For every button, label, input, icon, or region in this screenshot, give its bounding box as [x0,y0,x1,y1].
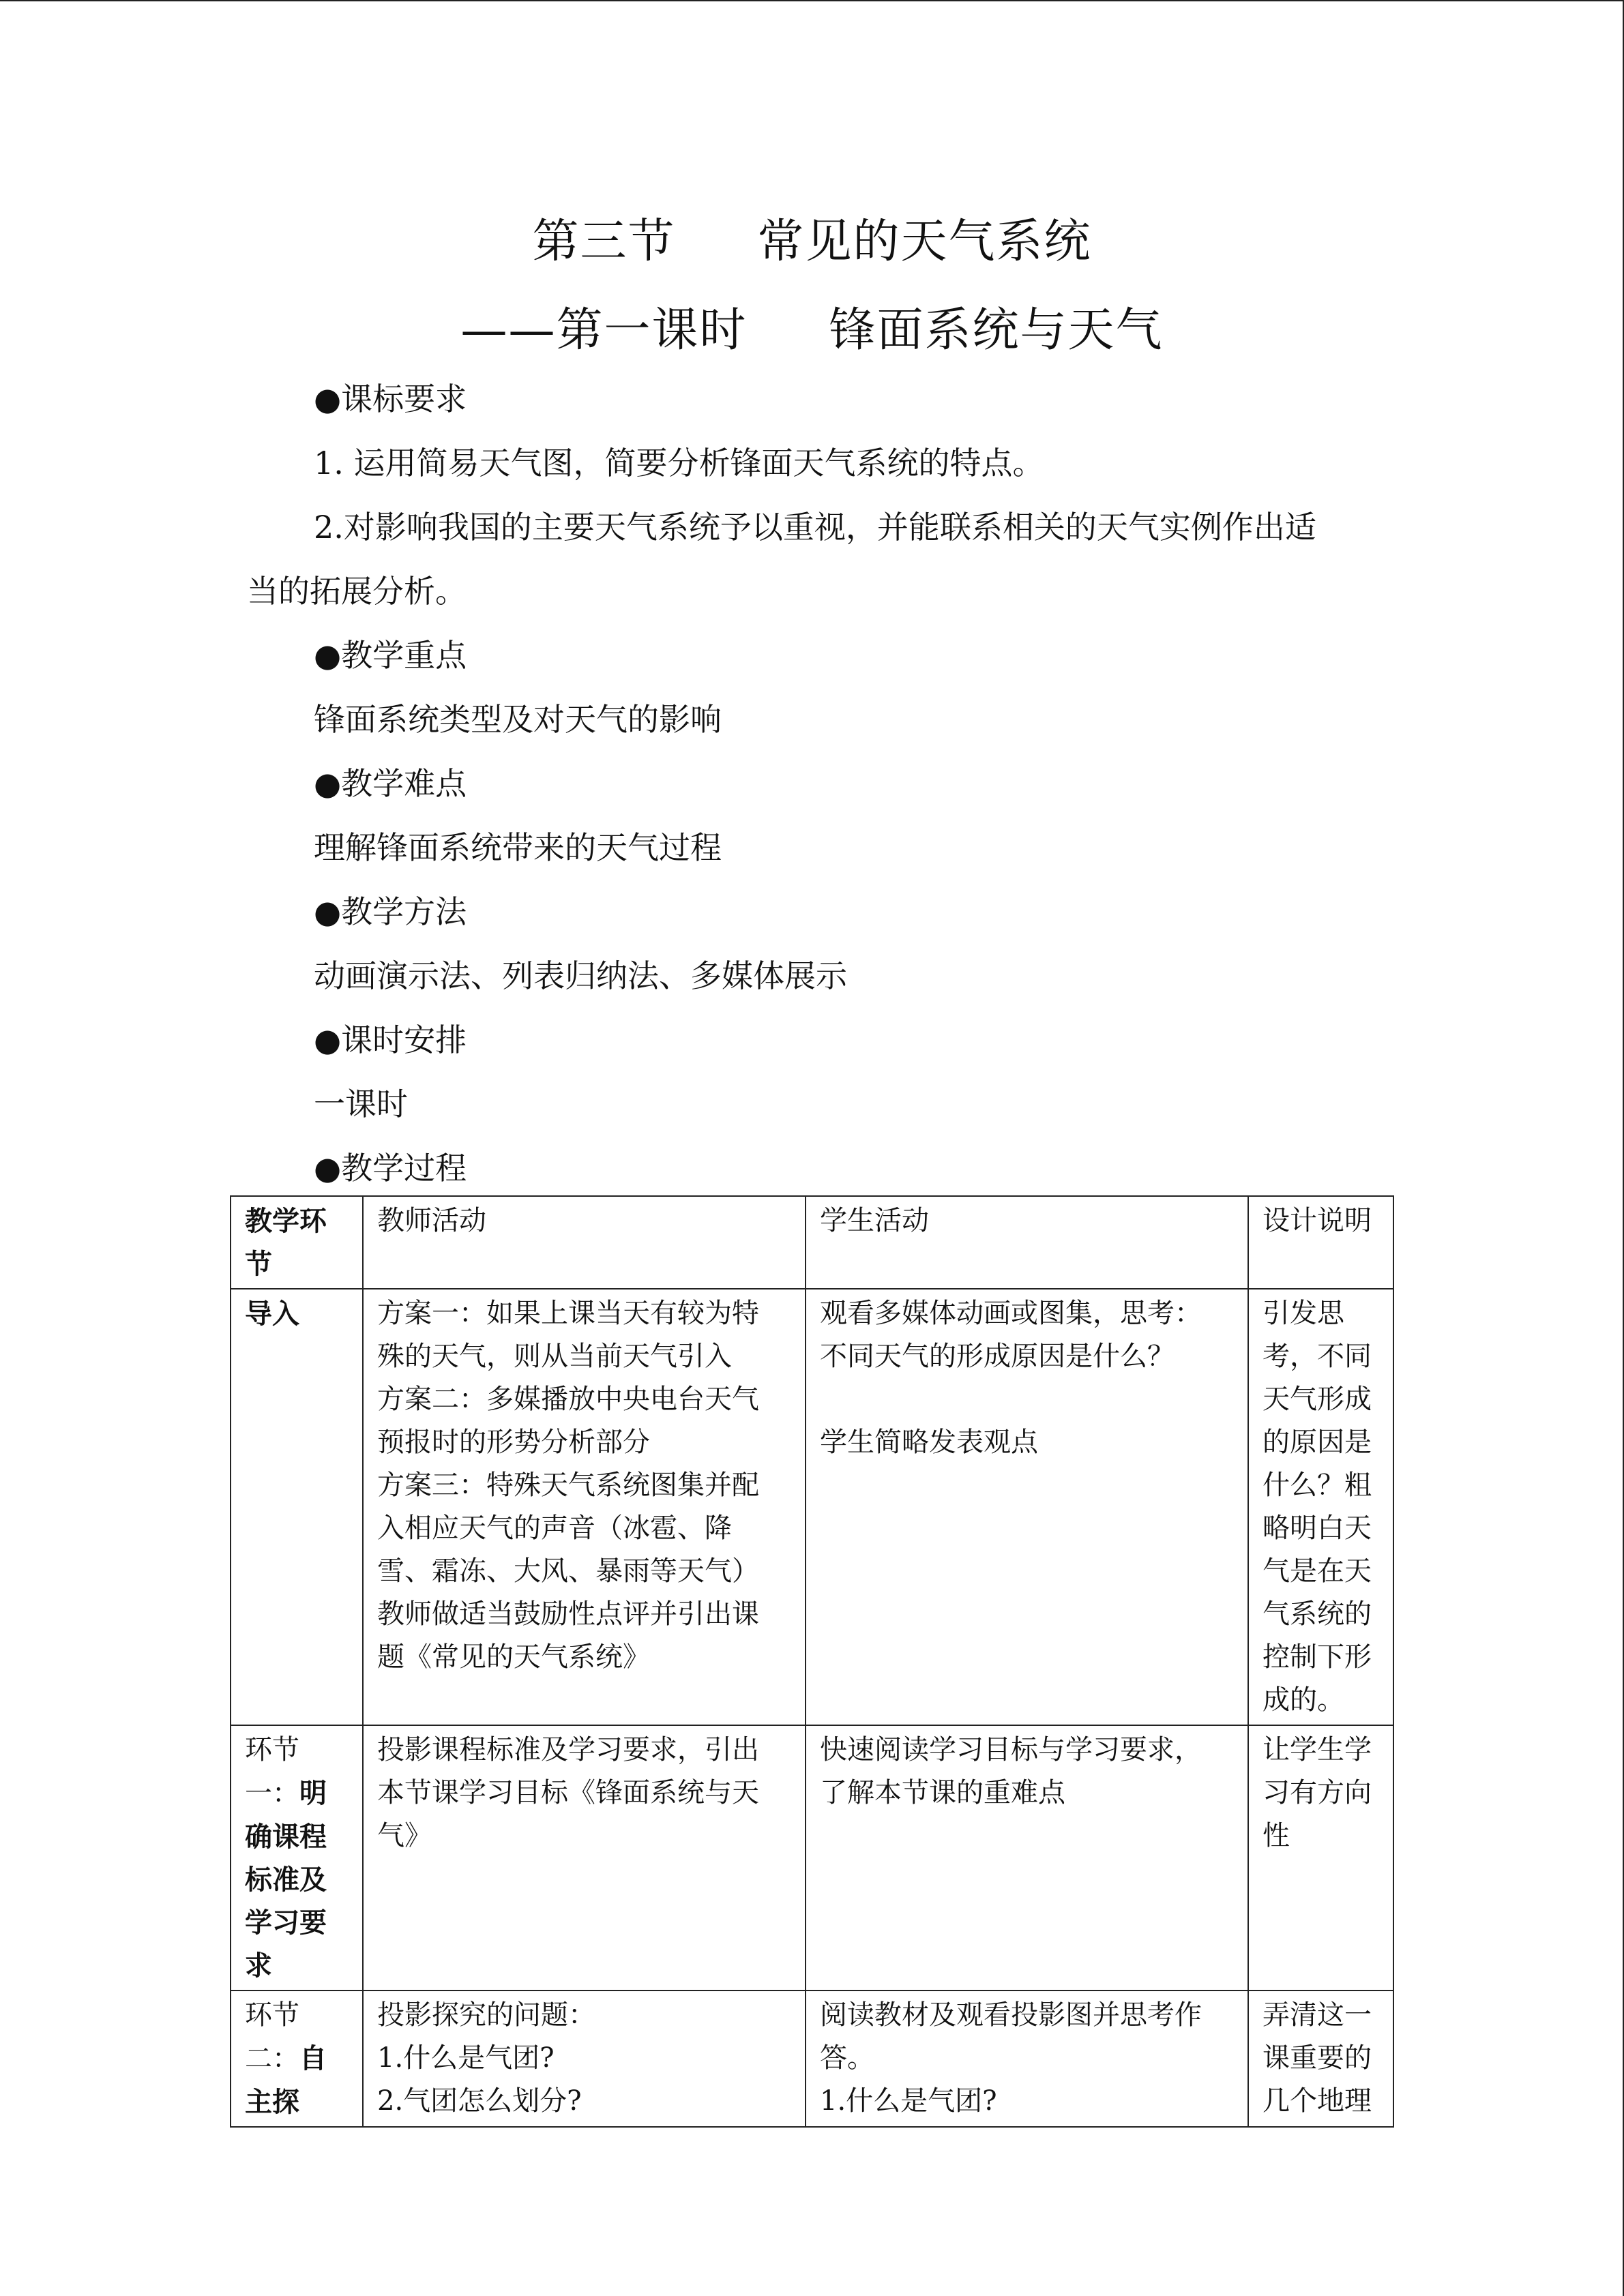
table-row [231,1725,1393,1991]
teaching-process-table [230,1195,1394,2128]
stage-cell: 环节 一：明 确课程 标准及 学习要 求 [231,1725,363,1991]
heading-process: ●教学过程 [314,1150,467,1187]
heading-difficult-points: ●教学难点 [314,765,467,802]
heading-schedule: ●课时安排 [314,1022,467,1058]
title-section-name: 常见的天气系统 [757,215,1092,269]
header-student: 学生活动 [806,1196,1248,1289]
key-points-body: 锋面系统类型及对天气的影响 [314,701,722,738]
stage-cell: 环节 二：自 主探 [231,1991,363,2127]
design-cell: 弄清这一 课重要的 几个地理 [1248,1991,1393,2127]
heading-key-points: ●教学重点 [314,637,467,674]
stage-cell: 导入 [231,1289,363,1725]
teacher-cell: 投影课程标准及学习要求，引出 本节课学习目标《锋面系统与天 气》 [363,1725,806,1991]
schedule-body: 一课时 [314,1086,408,1122]
student-cell: 快速阅读学习目标与学习要求， 了解本节课的重难点 [806,1725,1248,1991]
table-row [231,1991,1393,2127]
standard-item-2-cont: 当的拓展分析。 [247,573,467,610]
design-cell: 让学生学 习有方向 性 [1248,1725,1393,1991]
heading-standard: ●课标要求 [314,381,467,417]
table-header-row [231,1196,1393,1289]
standard-item-2: 2.对影响我国的主要天气系统予以重视，并能联系相关的天气实例作出适 [314,509,1316,546]
teacher-cell: 投影探究的问题： 1.什么是气团? 2.气团怎么划分? [363,1991,806,2127]
subtitle-lesson-name: 锋面系统与天气 [829,303,1164,357]
subtitle-lesson-number: ——第一课时 [460,303,748,357]
design-cell: 引发思 考，不同 天气形成 的原因是 什么？粗 略明白天 气是在天 气系统的 控制下形 成的。 [1248,1289,1393,1725]
student-cell: 阅读教材及观看投影图并思考作 答。 1.什么是气团? [806,1991,1248,2127]
student-cell: 观看多媒体动画或图集，思考： 不同天气的形成原因是什么？ 学生简略发表观点 [806,1289,1248,1725]
title-section-number: 第三节 [532,215,676,269]
table-row [231,1289,1393,1725]
teacher-cell: 方案一：如果上课当天有较为特 殊的天气，则从当前天气引入 方案二：多媒播放中央电台天气 预报时的形势分析部分 方案三：特殊天气系统图集并配 入相应天气的声音（冰雹、降 雪、霜冻、大风、暴雨等天气） 教师做适当鼓励性点评并引出课 题《常见的天气系统》 [363,1289,806,1725]
title-line-1 [0,205,1624,271]
title-line-2 [0,293,1624,359]
header-design: 设计说明 [1248,1196,1393,1289]
difficult-points-body: 理解锋面系统带来的天气过程 [314,829,722,866]
header-teacher: 教师活动 [363,1196,806,1289]
standard-item-1: 1. 运用简易天气图，简要分析锋面天气系统的特点。 [314,445,1044,481]
heading-methods: ●教学方法 [314,893,467,930]
header-stage: 教学环 节 [231,1196,363,1289]
methods-body: 动画演示法、列表归纳法、多媒体展示 [314,957,847,994]
